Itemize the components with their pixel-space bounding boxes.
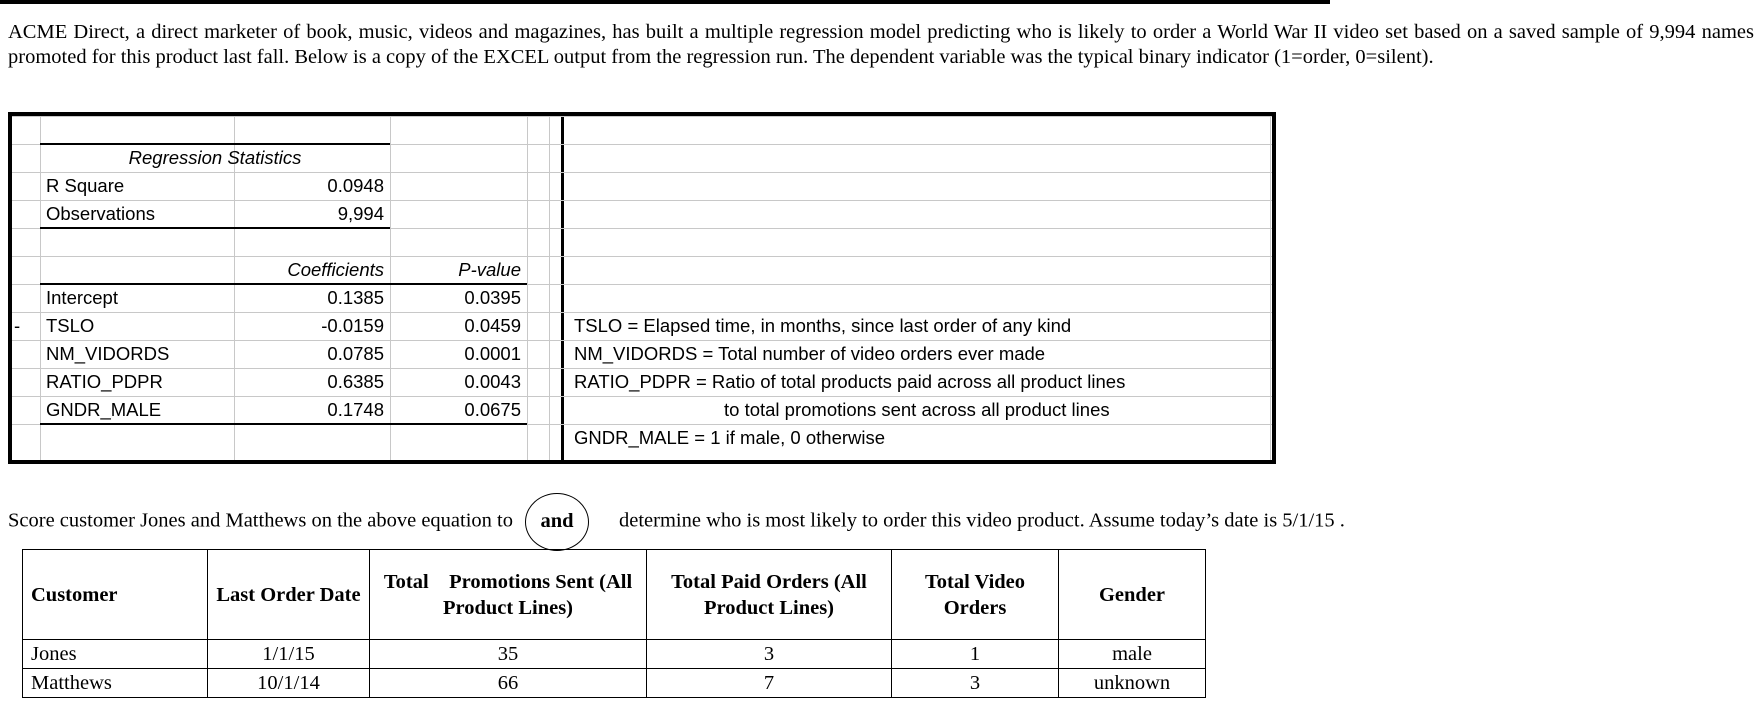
r-square-label: R Square bbox=[46, 175, 125, 196]
regression-statistics-title: Regression Statistics bbox=[128, 147, 302, 168]
variable-definition-continued: to total promotions sent across all product lines bbox=[724, 399, 1110, 420]
coefficients-header: Coefficients bbox=[287, 259, 384, 280]
intro-paragraph bbox=[8, 20, 1754, 70]
row-name: NM_VIDORDS bbox=[46, 343, 170, 364]
cell-total-promotions: 35 bbox=[370, 640, 647, 669]
circled-word: and bbox=[525, 493, 589, 551]
scoring-instruction bbox=[8, 493, 1345, 551]
header-last-order-date: Last Order Date bbox=[208, 550, 370, 640]
cell-total-video-orders: 3 bbox=[892, 669, 1059, 698]
row-coef: 0.1385 bbox=[327, 287, 384, 308]
row-coef: 0.1748 bbox=[327, 399, 384, 420]
header-customer: Customer bbox=[23, 550, 208, 640]
row-coef: 0.6385 bbox=[327, 371, 384, 392]
row-pvalue: 0.0001 bbox=[464, 343, 521, 364]
cell-total-video-orders: 1 bbox=[892, 640, 1059, 669]
customer-table bbox=[22, 549, 1206, 698]
row-name: TSLO bbox=[46, 315, 95, 336]
variable-definition: GNDR_MALE = 1 if male, 0 otherwise bbox=[574, 427, 886, 448]
excel-regression-output bbox=[8, 112, 1276, 464]
column-splitter bbox=[561, 116, 564, 460]
observations-value: 9,994 bbox=[337, 203, 384, 224]
row-pvalue: 0.0459 bbox=[464, 315, 521, 336]
table-row bbox=[23, 669, 1206, 698]
cell-last-order-date: 1/1/15 bbox=[208, 640, 370, 669]
cell-total-promotions: 66 bbox=[370, 669, 647, 698]
variable-definition: TSLO = Elapsed time, in months, since last order of any kind bbox=[574, 315, 1072, 336]
cell-total-paid-orders: 3 bbox=[647, 640, 892, 669]
header-total-paid-orders: Total Paid Orders (All Product Lines) bbox=[647, 550, 892, 640]
variable-definition: NM_VIDORDS = Total number of video orders ever made bbox=[574, 343, 1046, 364]
cell-customer: Matthews bbox=[23, 669, 208, 698]
score-text-before: Score customer Jones and Matthews on the above equation to bbox=[8, 509, 513, 532]
row-name: Intercept bbox=[46, 287, 118, 308]
header-gender: Gender bbox=[1059, 550, 1206, 640]
row-pvalue: 0.0395 bbox=[464, 287, 521, 308]
row-name: GNDR_MALE bbox=[46, 399, 162, 420]
row-coef: 0.0785 bbox=[327, 343, 384, 364]
p-value-header: P-value bbox=[458, 259, 521, 280]
cell-gender: male bbox=[1059, 640, 1206, 669]
cell-last-order-date: 10/1/14 bbox=[208, 669, 370, 698]
row-name: RATIO_PDPR bbox=[46, 371, 163, 392]
table-row bbox=[23, 640, 1206, 669]
top-rule bbox=[0, 0, 1330, 4]
intro-text: ACME Direct, a direct marketer of book, music, videos and magazines, has built a multiple regression model predicting who is likely to order a World War II video set based on a saved sample of 9,994 names promoted for this product last fall. Below is a copy of the EXCEL output from the regression run. The dependent variable was the typical binary indicator (1=order, 0=silent). bbox=[8, 21, 1754, 68]
score-text-after: determine who is most likely to order this video product. Assume today’s date is 5/1/15 . bbox=[618, 509, 1345, 532]
header-total-promotions: Total Promotions Sent (All Product Lines) bbox=[370, 550, 647, 640]
header-total-video-orders: Total Video Orders bbox=[892, 550, 1059, 640]
row-coef: -0.0159 bbox=[321, 315, 384, 336]
row-pvalue: 0.0043 bbox=[464, 371, 521, 392]
cell-customer: Jones bbox=[23, 640, 208, 669]
row-pvalue: 0.0675 bbox=[464, 399, 521, 420]
row-marker: - bbox=[14, 315, 21, 336]
observations-label: Observations bbox=[46, 203, 155, 224]
r-square-value: 0.0948 bbox=[327, 175, 384, 196]
cell-total-paid-orders: 7 bbox=[647, 669, 892, 698]
variable-definition: RATIO_PDPR = Ratio of total products paid across all product lines bbox=[574, 371, 1126, 392]
cell-gender: unknown bbox=[1059, 669, 1206, 698]
